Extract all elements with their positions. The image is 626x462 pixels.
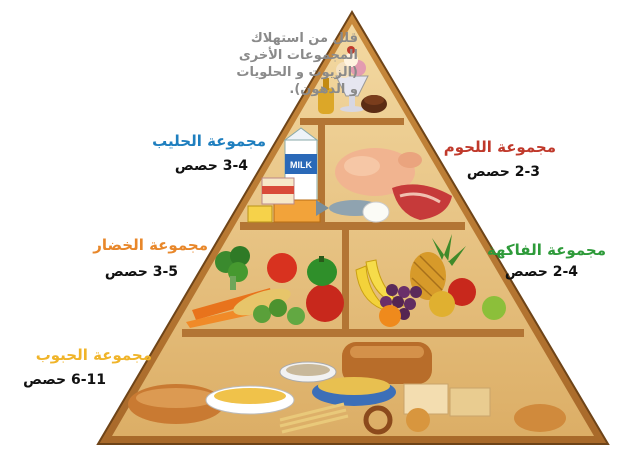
meat-group-title: مجموعة اللحوم: [443, 138, 556, 156]
fruit-group-servings: 2-4 حصص: [504, 264, 578, 280]
milk-group-title: مجموعة الحليب: [152, 132, 266, 150]
yogurt-icon: [262, 178, 294, 204]
grains-group-servings: 6-11 حصص: [23, 372, 106, 388]
veg-group-servings: 3-5 حصص: [104, 264, 178, 280]
milk-group-servings: 3-4 حصص: [174, 158, 248, 174]
divider-tier-3: [342, 230, 349, 329]
svg-text:MILK: MILK: [290, 160, 312, 170]
grains-group-title: مجموعة الحبوب: [35, 346, 152, 364]
shelf-tier-1: [300, 118, 404, 125]
shelf-tier-2: [240, 222, 465, 230]
shelf-tier-3: [182, 329, 524, 337]
top-note: قلل من استهلاك المجموعات الأخرى (الزيوت و الحلويات و الدهون).: [236, 31, 358, 97]
fruit-group-title: مجموعة الفاكهة: [486, 241, 606, 259]
veg-group-title: مجموعة الخضار: [93, 236, 208, 254]
meat-group-servings: 2-3 حصص: [466, 164, 540, 180]
egg-icon: [363, 202, 389, 222]
chocolate-icon: [361, 95, 387, 113]
